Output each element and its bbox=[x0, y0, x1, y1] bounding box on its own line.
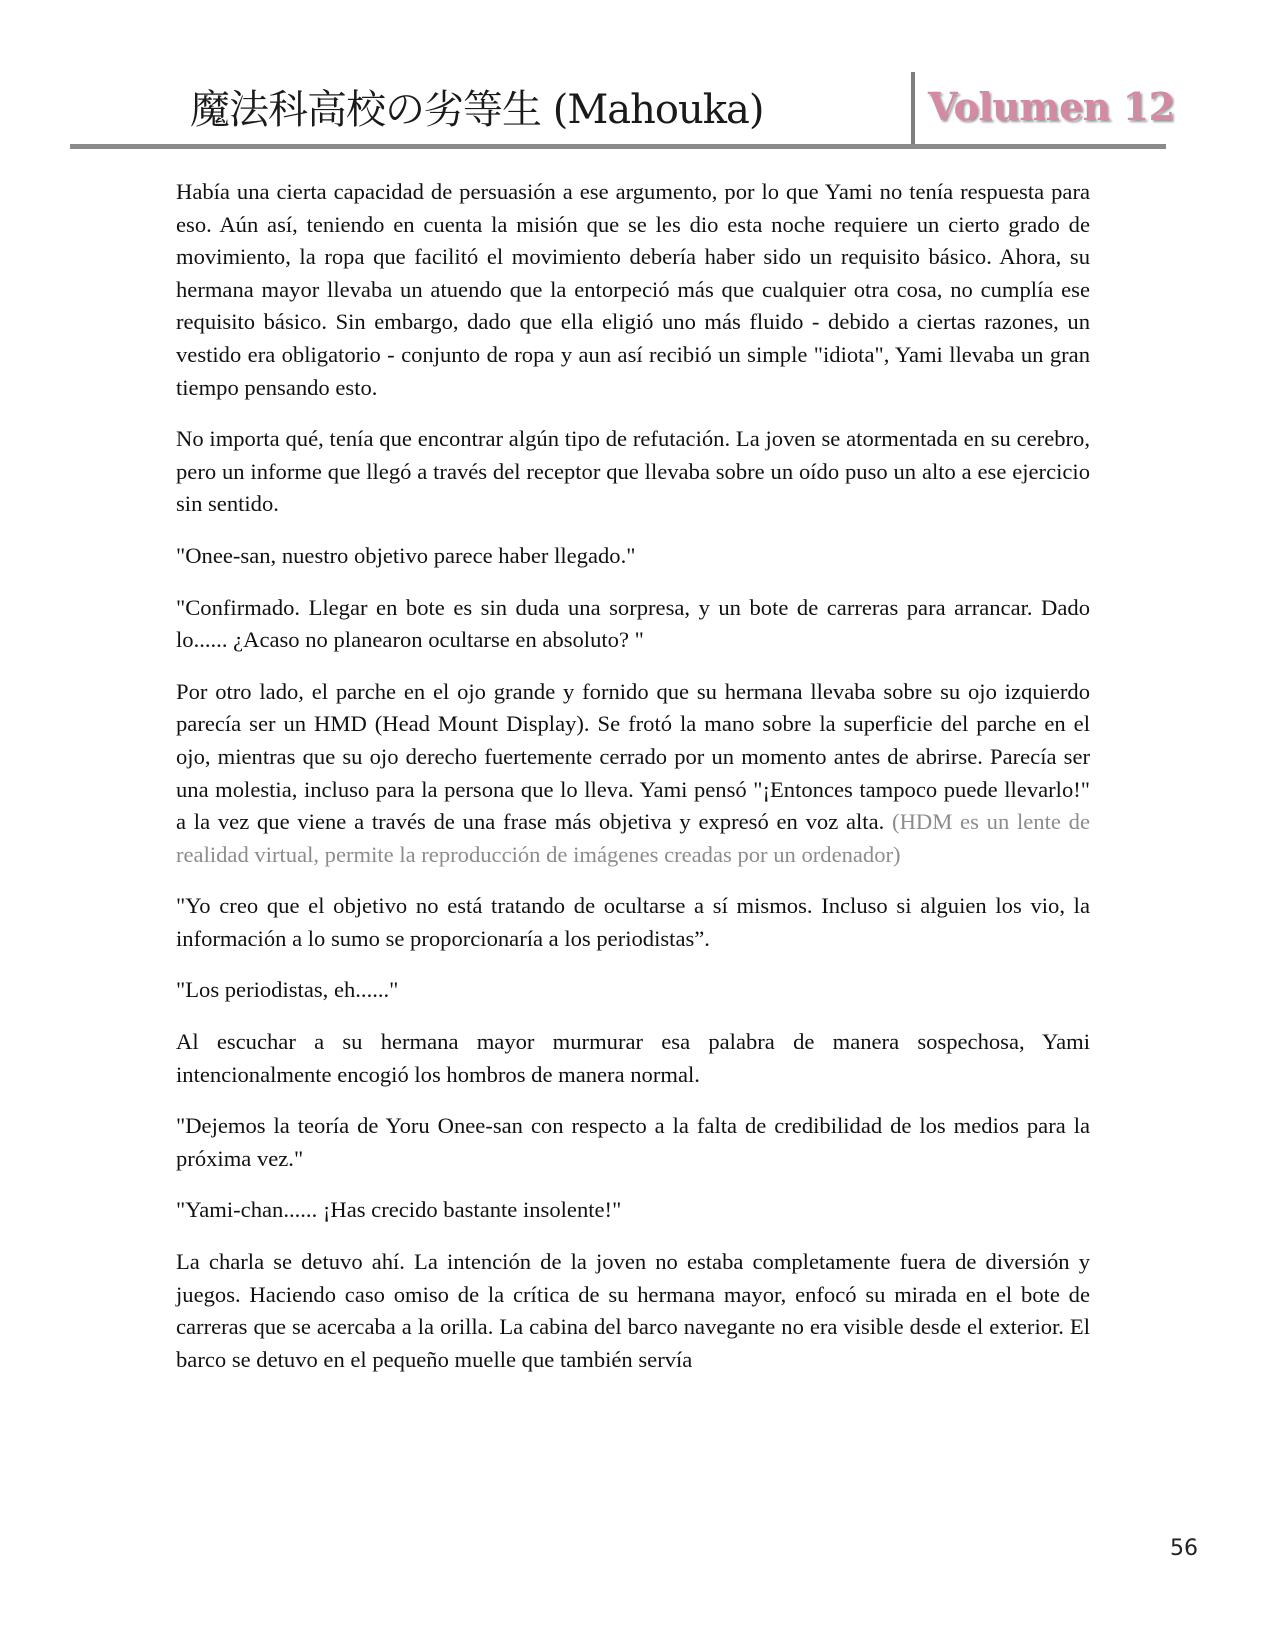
paragraph: "Onee-san, nuestro objetivo parece haber llegado." bbox=[176, 542, 636, 568]
paragraph: "Dejemos la teoría de Yoru Onee-san con respecto a la falta de credibilidad de los medios para la próxima vez." bbox=[176, 1113, 1090, 1171]
body-text bbox=[176, 176, 1090, 1395]
book-title: 魔法科高校の劣等生 (Mahouka) bbox=[190, 87, 764, 133]
paragraph: Había una cierta capacidad de persuasión a ese argumento, por lo que Yami no tenía respuesta para eso. Aún así, teniendo en cuenta la misión que se les dio esta noche requiere un cierto grado de movimiento, la ropa que facilitó el movimiento debería haber sido un requisito básico. Ahora, su hermana mayor llevaba un atuendo que la entorpeció más que cualquier otra cosa, no cumplía ese requisito básico. Sin embargo, dado que ella eligió uno más fluido - debido a ciertas razones, un vestido era obligatorio - conjunto de ropa y aun así recibió un simple "idiota", Yami llevaba un gran tiempo pensando esto. bbox=[176, 179, 1090, 400]
header-divider bbox=[911, 72, 915, 146]
paragraph: Por otro lado, el parche en el ojo grande y fornido que su hermana llevaba sobre su ojo izquierdo parecía ser un HMD (Head Mount Display). Se frotó la mano sobre la superficie del parche en el ojo, mientras que su ojo derecho fuertemente cerrado por un momento antes de abrirse. Parecía ser una molestia, incluso para la persona que lo lleva. Yami pensó "¡Entonces tampoco puede llevarlo!" a la vez que viene a través de una frase más objetiva y expresó en voz alta. bbox=[176, 678, 1090, 835]
paragraph: "Yo creo que el objetivo no está tratando de ocultarse a sí mismos. Incluso si alguien los vio, la información a lo sumo se proporcionaría a los periodistas”. bbox=[176, 893, 1090, 951]
page-number: 56 bbox=[1170, 1536, 1198, 1561]
translator-note: (HDM es un lente de realidad virtual, permite la reproducción de imágenes creadas por un ordenador) bbox=[176, 809, 1091, 867]
paragraph: La charla se detuvo ahí. La intención de la joven no estaba completamente fuera de diversión y juegos. Haciendo caso omiso de la crítica de su hermana mayor, enfocó su mirada en el bote de carreras que se acercaba a la orilla. La cabina del barco navegante no era visible desde el exterior. El barco se detuvo en el pequeño muelle que también servía bbox=[176, 1249, 1090, 1372]
paragraph: "Confirmado. Llegar en bote es sin duda una sorpresa, y un bote de carreras para arrancar. Dado lo...... ¿Acaso no planearon ocultarse en absoluto? " bbox=[176, 594, 1090, 653]
volume-label: Volumen 12 bbox=[928, 84, 1175, 129]
paragraph: "Yami-chan...... ¡Has crecido bastante insolente!" bbox=[176, 1197, 622, 1223]
paragraph: No importa qué, tenía que encontrar algún tipo de refutación. La joven se atormentada en su cerebro, pero un informe que llegó a través del receptor que llevaba sobre un oído puso un alto a ese ejercicio sin sentido. bbox=[176, 426, 1090, 517]
header-rule bbox=[70, 144, 1166, 149]
paragraph-with-note bbox=[176, 676, 1090, 872]
paragraph: Al escuchar a su hermana mayor murmurar esa palabra de manera sospechosa, Yami intencionalmente encogió los hombros de manera normal. bbox=[176, 1029, 1090, 1087]
paragraph: "Los periodistas, eh......" bbox=[176, 977, 399, 1003]
